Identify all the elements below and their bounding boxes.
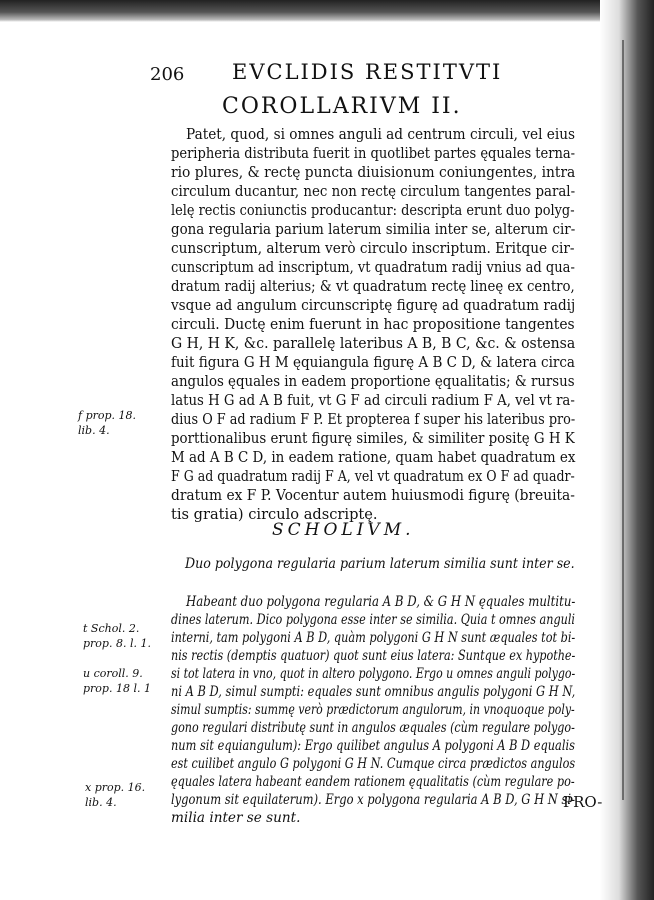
- text-line: ni A B D, simul sumpti: equales sunt omnibus angulis polygoni G H N,: [171, 684, 576, 700]
- text-line: dratum ex F P. Vocentur autem huiusmodi figurę (breuita-: [171, 487, 575, 504]
- margin-note: [78, 408, 136, 438]
- margin-note-line: prop. 8. l. 1.: [83, 637, 151, 650]
- margin-note: [83, 621, 151, 651]
- page-gutter-shadow: [600, 0, 654, 900]
- text-line: circulum ducantur, nec non rectę circulum tangentes paral-: [171, 183, 576, 200]
- text-line: G H, H K, &c. parallelę lateribus A B, B C, &c. & ostensa: [171, 335, 576, 352]
- text-line: Patet, quod, si omnes anguli ad centrum circuli, vel eius: [186, 126, 576, 143]
- text-line: gona regularia parium laterum similia inter se, alterum cir-: [171, 221, 576, 238]
- text-line: gono regulari distributę sunt in angulos æquales (cùm regulare polygo-: [171, 720, 575, 736]
- text-line: F G ad quadratum radij F A, vel vt quadratum ex O F ad quadr-: [171, 468, 575, 485]
- margin-note-line: prop. 18 l. 1: [83, 682, 151, 695]
- running-head: EVCLIDIS RESTITVTI: [232, 60, 503, 84]
- margin-note-line: f prop. 18.: [78, 409, 137, 422]
- scholium-heading: SCHOLIVM.: [272, 520, 415, 540]
- text-line: Habeant duo polygona regularia A B D, & G H N ęquales multitu-: [186, 594, 576, 610]
- text-line: porttionalibus erunt figurę similes, & similiter positę G H K: [171, 430, 575, 447]
- text-line: dines laterum. Dico polygona esse inter se similia. Quia t omnes anguli: [171, 612, 576, 628]
- margin-note-line: lib. 4.: [85, 796, 117, 809]
- text-line: lygonum sit equilaterum). Ergo x polygona regularia A B D, G H N si-: [171, 792, 575, 808]
- text-line: dius O F ad radium F P. Et propterea f super his lateribus pro-: [171, 411, 576, 428]
- text-line: cunscriptum ad inscriptum, vt quadratum radij vnius ad qua-: [171, 259, 575, 276]
- text-line: simul sumptis: summę verò prædictorum angulorum, in vnoquoque poly-: [171, 702, 575, 718]
- text-line: tis gratia) circulo adscriptę.: [171, 506, 378, 523]
- text-line: fuit figura G H M ęquiangula figurę A B C D, & latera circa: [171, 354, 575, 371]
- text-line: angulos ęquales in eadem proportione ęqualitatis; & rursus: [171, 373, 575, 390]
- margin-note-line: lib. 4.: [78, 424, 110, 437]
- text-line: peripheria distributa fuerit in quotlibet partes ęquales terna-: [171, 145, 576, 162]
- margin-note: [83, 666, 151, 696]
- margin-note: [85, 780, 145, 810]
- margin-note-line: t Schol. 2.: [83, 622, 140, 635]
- scan-top-edge: [0, 0, 654, 22]
- scholium-statement: Duo polygona regularia parium laterum similia sunt inter se.: [185, 556, 575, 572]
- margin-note-line: x prop. 16.: [85, 781, 146, 794]
- text-line: interni, tam polygoni A B D, quàm polygoni G H N sunt æquales tot bi-: [171, 630, 576, 646]
- text-line: ęquales latera habeant eandem rationem ęqualitatis (cùm regulare po-: [171, 774, 575, 790]
- margin-note-line: u coroll. 9.: [83, 667, 143, 680]
- text-line: lelę rectis coniunctis producantur: descripta erunt duo polyg-: [171, 202, 575, 219]
- text-line: vsque ad angulum circunscriptę figurę ad quadratum radij: [171, 297, 576, 314]
- text-line: num sit equiangulum): Ergo quilibet angulus A polygoni A B D equalis: [171, 738, 575, 754]
- text-line: milia inter se sunt.: [171, 810, 301, 826]
- page-number: 206: [150, 64, 185, 85]
- catchword: PRO-: [563, 793, 603, 811]
- text-line: est cuilibet angulo G polygoni G H N. Cumque circa prædictos angulos: [171, 756, 576, 772]
- text-line: circuli. Ductę enim fuerunt in hac propositione tangentes: [171, 316, 575, 333]
- text-line: rio plures, & rectę puncta diuisionum coniungentes, intra: [171, 164, 576, 181]
- text-line: cunscriptum, alterum verò circulo inscriptum. Eritque cir-: [171, 240, 575, 257]
- corollary-title: COROLLARIVM II.: [222, 94, 462, 119]
- text-line: nis rectis (demptis quatuor) quot sunt eius latera: Suntque ex hypothe-: [171, 648, 576, 664]
- text-line: latus H G ad A B fuit, vt G F ad circuli radium F A, vel vt ra-: [171, 392, 575, 409]
- text-line: M ad A B C D, in eadem ratione, quam habet quadratum ex: [171, 449, 576, 466]
- gutter-fold-line: [622, 40, 624, 800]
- text-line: si tot latera in vno, quot in altero polygono. Ergo u omnes anguli polygo-: [171, 666, 576, 682]
- text-line: dratum radij alterius; & vt quadratum rectę lineę ex centro,: [171, 278, 575, 295]
